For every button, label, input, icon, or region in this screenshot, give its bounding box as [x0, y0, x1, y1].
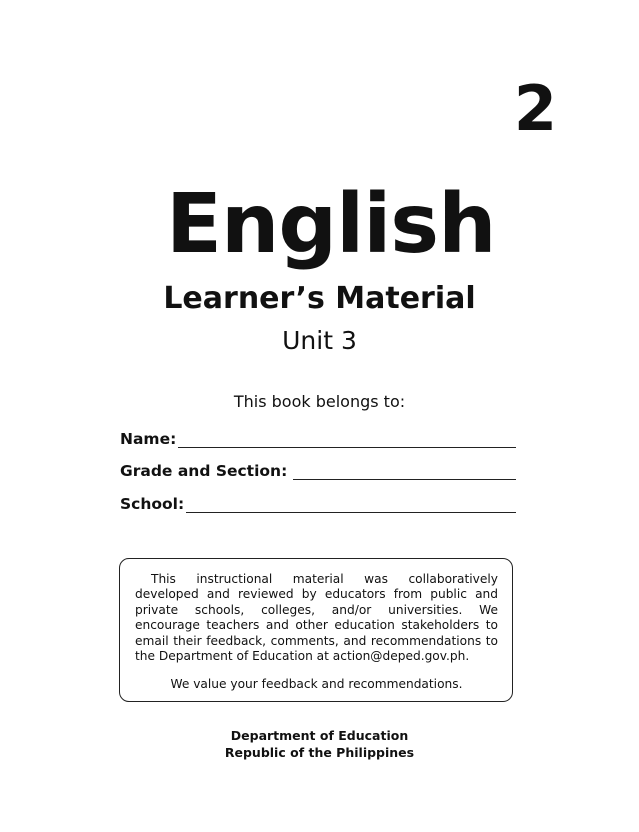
- material-subtitle: Learner’s Material: [163, 281, 476, 316]
- school-label: School:: [120, 495, 185, 513]
- grade-number: 2: [513, 72, 557, 145]
- unit-label: Unit 3: [282, 326, 357, 355]
- school-blank-line[interactable]: [186, 498, 516, 513]
- subject-title: English: [166, 177, 496, 272]
- school-field: [120, 497, 516, 513]
- department-name: Department of Education: [230, 728, 409, 743]
- notice-box: [119, 558, 513, 702]
- notice-body: This instructional material was collaboratively developed and reviewed by educators from public and private schools, colleges, and/or universities. We encourage teachers and other education stakeholders to email their feedback, comments, and recommendations to the Department of Education at action@deped.gov.ph.: [135, 572, 498, 663]
- notice-thanks: We value your feedback and recommendations.: [170, 677, 463, 692]
- belongs-to-text: This book belongs to:: [233, 392, 406, 411]
- name-blank-line[interactable]: [178, 433, 516, 448]
- grade-section-field: [120, 464, 516, 480]
- name-label: Name:: [120, 430, 177, 448]
- name-field: [120, 432, 516, 448]
- publisher-block: [0, 727, 639, 761]
- republic-name: Republic of the Philippines: [224, 745, 415, 760]
- grade-section-blank-line[interactable]: [293, 465, 516, 480]
- grade-section-label: Grade and Section:: [120, 462, 288, 480]
